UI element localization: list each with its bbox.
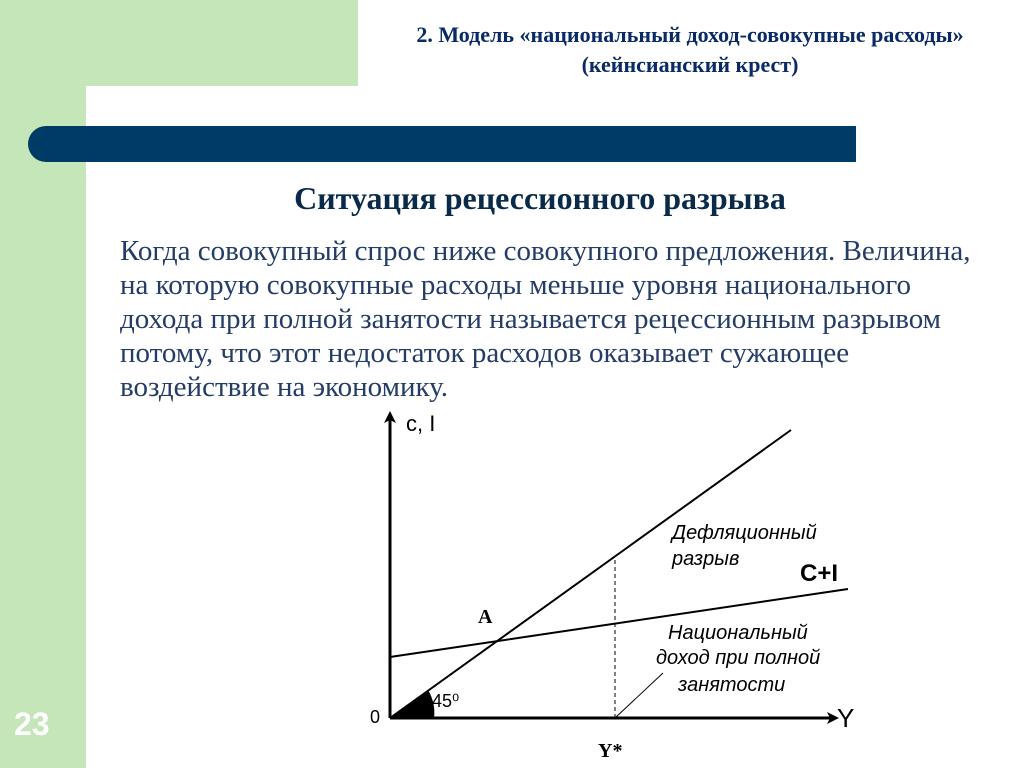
full-employment-pointer <box>615 673 663 718</box>
full-employment-label-line2: доход при полной <box>656 647 821 669</box>
angle-45-marker <box>390 690 434 718</box>
deflation-gap-label-line1: Дефляционный <box>672 522 817 544</box>
full-employment-label-line1: Национальный <box>668 622 808 644</box>
slide-number: 23 <box>14 706 50 742</box>
x-axis-label: Y <box>837 703 855 733</box>
angle-label: 45⁰ <box>432 691 460 711</box>
left-green-panel <box>0 0 86 768</box>
point-a-label: A <box>478 606 493 628</box>
body-paragraph: Когда совокупный спрос ниже совокупного предложения. Величина, на которую совокупные расходы меньше уровня национального дохода при полной занятости называется рецессионным разрывом потому, что этот недостаток расходов оказывает сужающее воздействие на экономику. <box>120 235 971 403</box>
full-employment-label-line3: занятости <box>678 674 786 696</box>
y-axis-label: c, I <box>406 411 436 436</box>
slide-title: 2. Модель «национальный доход-совокупные расходы» (кейнсианский крест) <box>416 22 964 77</box>
y-star-label: Y* <box>598 740 623 762</box>
top-green-panel <box>0 0 358 86</box>
section-heading: Ситуация рецессионного разрыва <box>294 180 786 216</box>
title-divider-bar <box>28 126 856 162</box>
keynesian-cross-diagram <box>350 405 870 767</box>
origin-label: 0 <box>370 707 381 727</box>
ci-line-label: C+I <box>800 560 839 587</box>
deflation-gap-label-line2: разрыв <box>672 548 740 570</box>
